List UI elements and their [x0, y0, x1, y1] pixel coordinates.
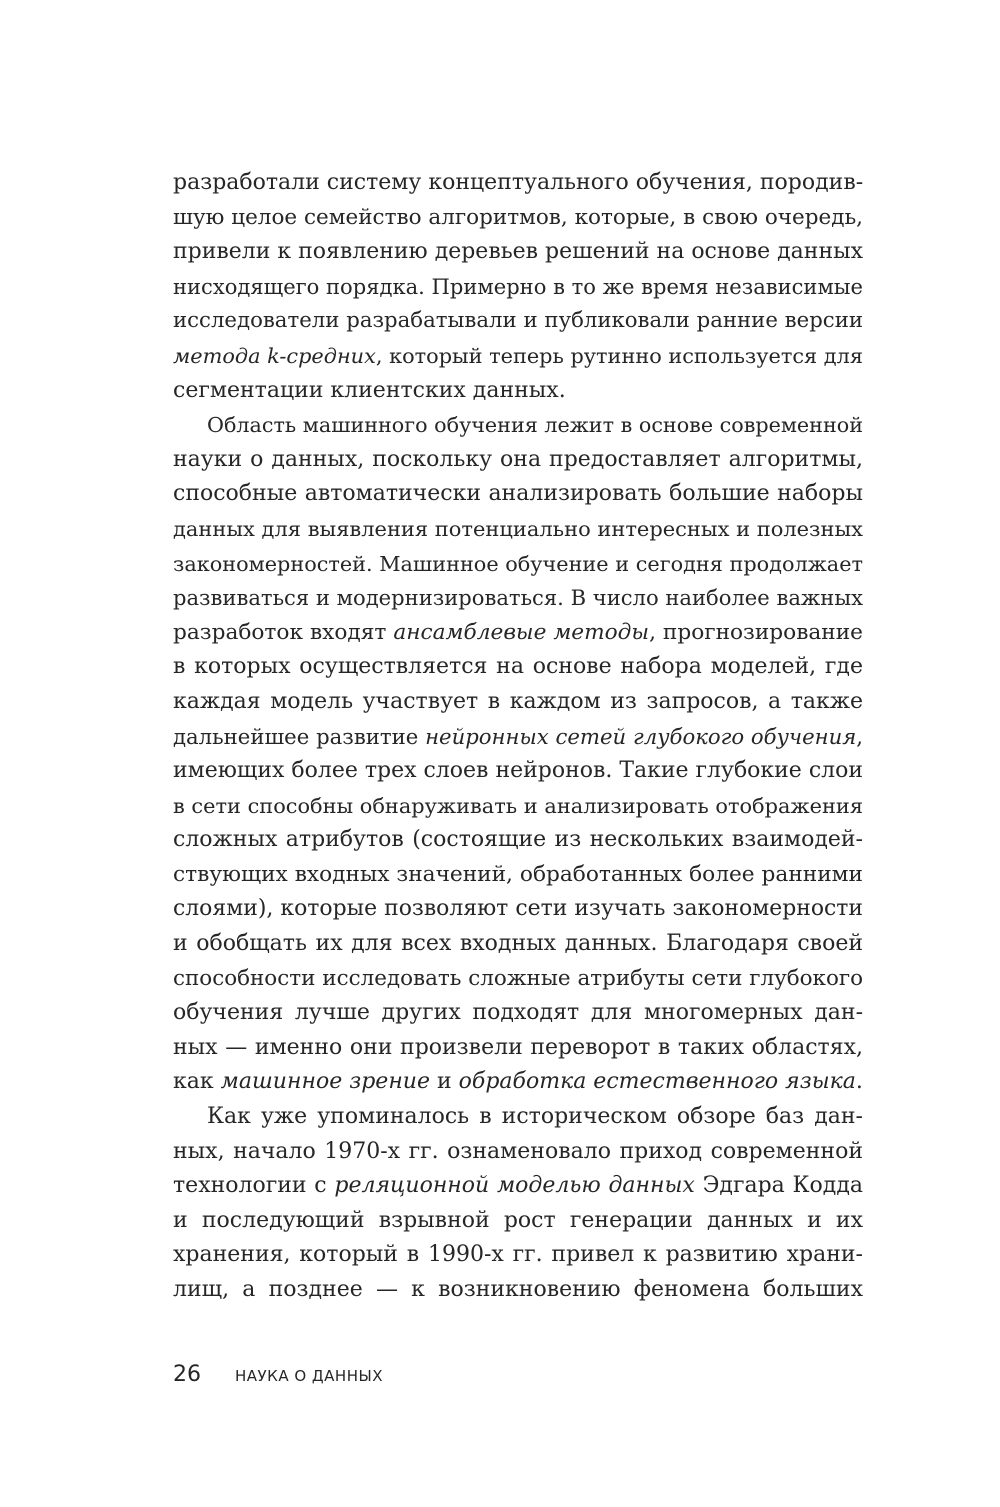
page-footer: [173, 1362, 383, 1392]
text-line: способности исследовать сложные атрибуты сети глубокого: [173, 965, 863, 991]
text-line: ных — именно они произвели переворот в таких областях,: [173, 1034, 863, 1060]
text-line: [173, 339, 863, 374]
text-line: хранения, который в 1990-х гг. привел к развитию храни-: [173, 1242, 863, 1268]
text-line: данных для выявления потенциально интересных и полезных: [173, 516, 863, 541]
text-line: слоями), которые позволяют сети изучать закономерности: [173, 896, 863, 922]
text-line: обучения лучше других подходят для многомерных дан-: [173, 1000, 863, 1026]
text-line: Область машинного обучения лежит в основе современной: [207, 413, 863, 438]
italic-term: машинное зрение: [220, 1069, 430, 1095]
text-line: [173, 1065, 863, 1100]
paragraph-3: [173, 1100, 863, 1308]
text-line: Как уже упоминалось в историческом обзоре баз дан-: [207, 1104, 863, 1130]
text-line: исследователи разрабатывали и публиковали ранние версии: [173, 308, 863, 334]
text-line: лищ, а позднее — к возникновению феномена больших: [173, 1277, 863, 1302]
text-line: ствующих входных значений, обработанных более ранними: [173, 861, 863, 887]
text-line: имеющих более трех слоев нейронов. Такие глубокие слои: [173, 758, 863, 784]
text-line: закономерностей. Машинное обучение и сегодня продолжает: [173, 551, 863, 576]
text-line: ных, начало 1970-х гг. ознаменовало приход современной: [173, 1138, 863, 1164]
italic-term: ансамблевые методы: [393, 619, 650, 645]
text-run: и: [430, 1069, 459, 1095]
text-run: Эдгара Кодда: [694, 1173, 864, 1199]
text-line: в которых осуществляется на основе набора моделей, где: [173, 654, 863, 680]
text-line: сложных атрибутов (состоящие из нескольких взаимодей-: [173, 827, 863, 853]
text-line: привели к появлению деревьев решений на основе данных: [173, 239, 863, 265]
text-line: разработали систему концептуального обучения, породив-: [173, 170, 864, 195]
text-line: и последующий взрывной рост генерации данных и их: [173, 1207, 863, 1233]
text-line: каждая модель участвует в каждом из запросов, а также: [173, 688, 863, 714]
text-line: шую целое семейство алгоритмов, которые, в свою очередь,: [173, 204, 863, 230]
text-line: [173, 1169, 863, 1204]
text-line: нисходящего порядка. Примерно в то же время независимые: [173, 273, 864, 299]
text-line: в сети способны обнаруживать и анализировать отображения: [173, 793, 863, 818]
text-line: [173, 616, 863, 651]
paragraph-1: [173, 166, 863, 408]
text-run: ,: [856, 723, 863, 749]
paragraph-2: [173, 408, 863, 1100]
text-line: способные автоматически анализировать большие наборы: [173, 481, 863, 507]
text-run: разработок входят: [173, 619, 394, 645]
text-line: сегментации клиентских данных.: [173, 377, 566, 403]
text-run: , который теперь рутинно используется для: [375, 343, 863, 368]
text-run: .: [855, 1069, 863, 1095]
text-line: [173, 720, 863, 755]
body-text: [173, 166, 863, 1308]
text-line: и обобщать их для всех входных данных. Благодаря своей: [173, 931, 863, 957]
text-run: технологии с: [173, 1173, 335, 1199]
italic-term: обработка естественного языка: [458, 1069, 856, 1095]
italic-term: метода k-средних: [173, 343, 376, 368]
text-line: науки о данных, поскольку она предоставляет алгоритмы,: [173, 446, 863, 472]
running-title: НАУКА О ДАННЫХ: [235, 1367, 383, 1385]
italic-term: реляционной моделью данных: [334, 1173, 695, 1199]
text-run: , прогнозирование: [649, 619, 863, 645]
text-run: как: [173, 1069, 221, 1095]
page-number: 26: [173, 1362, 201, 1387]
italic-term: нейронных сетей глубокого обучения: [425, 723, 857, 749]
text-line: развиваться и модернизироваться. В число наиболее важных: [173, 585, 863, 611]
text-run: дальнейшее развитие: [173, 723, 426, 749]
